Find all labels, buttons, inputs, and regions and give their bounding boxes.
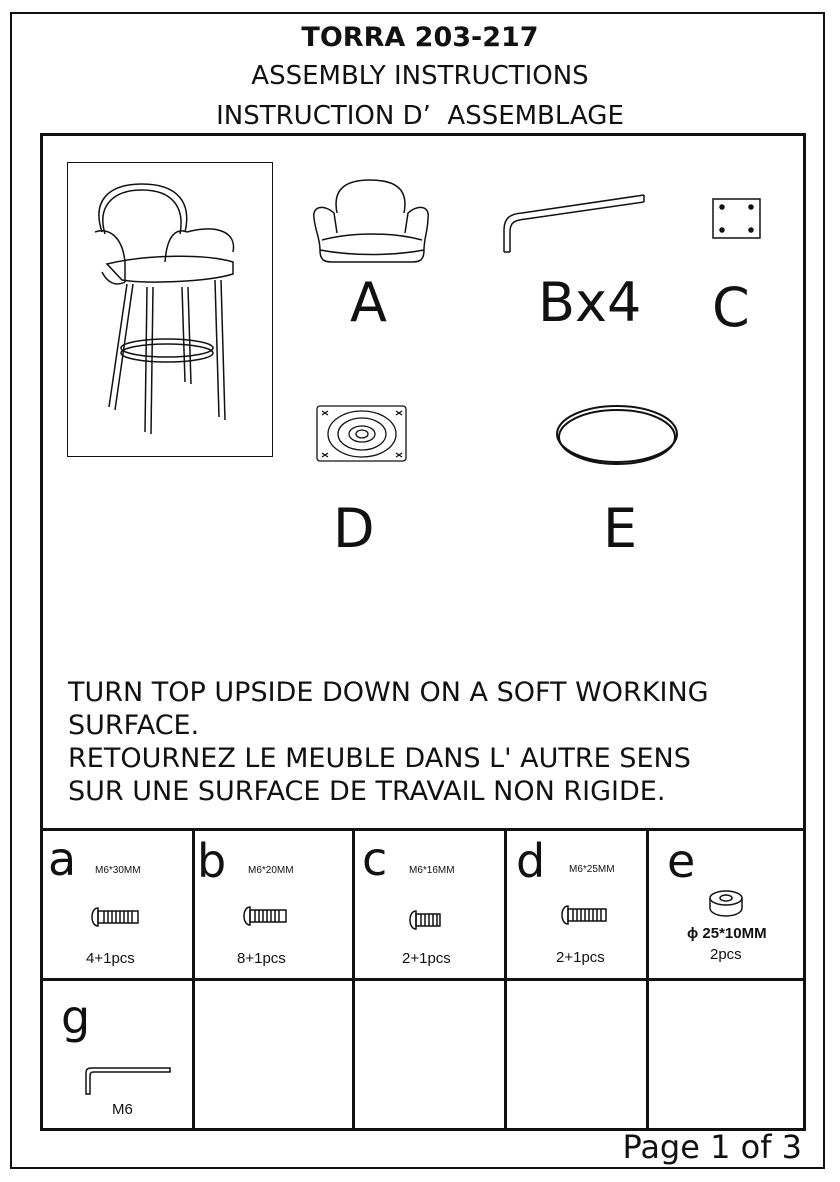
instruction-text — [68, 676, 709, 808]
leg-part-icon — [500, 192, 650, 252]
hardware-qty-e: 2pcs — [710, 946, 742, 963]
spacer-icon — [708, 889, 744, 919]
part-label-d: D — [333, 497, 375, 560]
hardware-qty-b: 8+1pcs — [237, 950, 286, 967]
part-label-c: C — [712, 276, 750, 339]
hardware-label-b: b — [197, 834, 227, 888]
page-number: Page 1 of 3 — [622, 1128, 802, 1166]
bolt-icon — [558, 904, 608, 926]
title-french: INSTRUCTION D’ ASSEMBLAGE — [216, 101, 624, 131]
part-label-a: A — [350, 271, 387, 334]
instruction-line: SURFACE. — [68, 710, 200, 741]
hardware-qty-a: 4+1pcs — [86, 950, 135, 967]
grid-col-divider — [352, 829, 355, 1131]
grid-col-divider — [504, 829, 507, 1131]
instruction-line: SUR UNE SURFACE DE TRAVAIL NON RIGIDE. — [68, 776, 666, 807]
hardware-label-d: d — [516, 834, 546, 888]
bolt-icon — [88, 906, 140, 928]
instruction-line: RETOURNEZ LE MEUBLE DANS L' AUTRE SENS — [68, 743, 691, 774]
hardware-spec-d: M6*25MM — [569, 864, 615, 875]
swivel-plate-icon — [316, 405, 408, 463]
grid-col-divider — [646, 829, 649, 1131]
grid-top-divider — [40, 828, 806, 831]
bolt-icon — [406, 909, 442, 931]
allen-key-icon — [80, 1065, 172, 1095]
hardware-qty-c: 2+1pcs — [402, 950, 451, 967]
seat-part-icon — [312, 178, 432, 268]
hardware-label-c: c — [362, 832, 388, 886]
grid-col-divider — [192, 829, 195, 1131]
footrest-ring-icon — [555, 404, 679, 468]
hardware-qty-d: 2+1pcs — [556, 949, 605, 966]
hardware-label-e: e — [667, 834, 696, 888]
hardware-spec-c: M6*16MM — [409, 865, 455, 876]
model-title: TORRA 203-217 — [301, 22, 539, 53]
plate-part-icon — [712, 198, 762, 240]
hardware-spec-e: ϕ 25*10MM — [687, 925, 767, 942]
hardware-label-a: a — [48, 832, 77, 886]
assembled-chair-icon — [67, 162, 273, 457]
bolt-icon — [240, 905, 288, 927]
hardware-label-g: g — [61, 990, 91, 1044]
instruction-line: TURN TOP UPSIDE DOWN ON A SOFT WORKING — [68, 677, 709, 708]
hardware-spec-a: M6*30MM — [95, 865, 141, 876]
hardware-spec-g: M6 — [112, 1101, 133, 1118]
part-label-e: E — [603, 497, 638, 560]
title-english: ASSEMBLY INSTRUCTIONS — [251, 61, 589, 91]
part-label-b: Bx4 — [538, 271, 642, 334]
grid-middle-divider — [40, 978, 806, 981]
hardware-spec-b: M6*20MM — [248, 865, 294, 876]
